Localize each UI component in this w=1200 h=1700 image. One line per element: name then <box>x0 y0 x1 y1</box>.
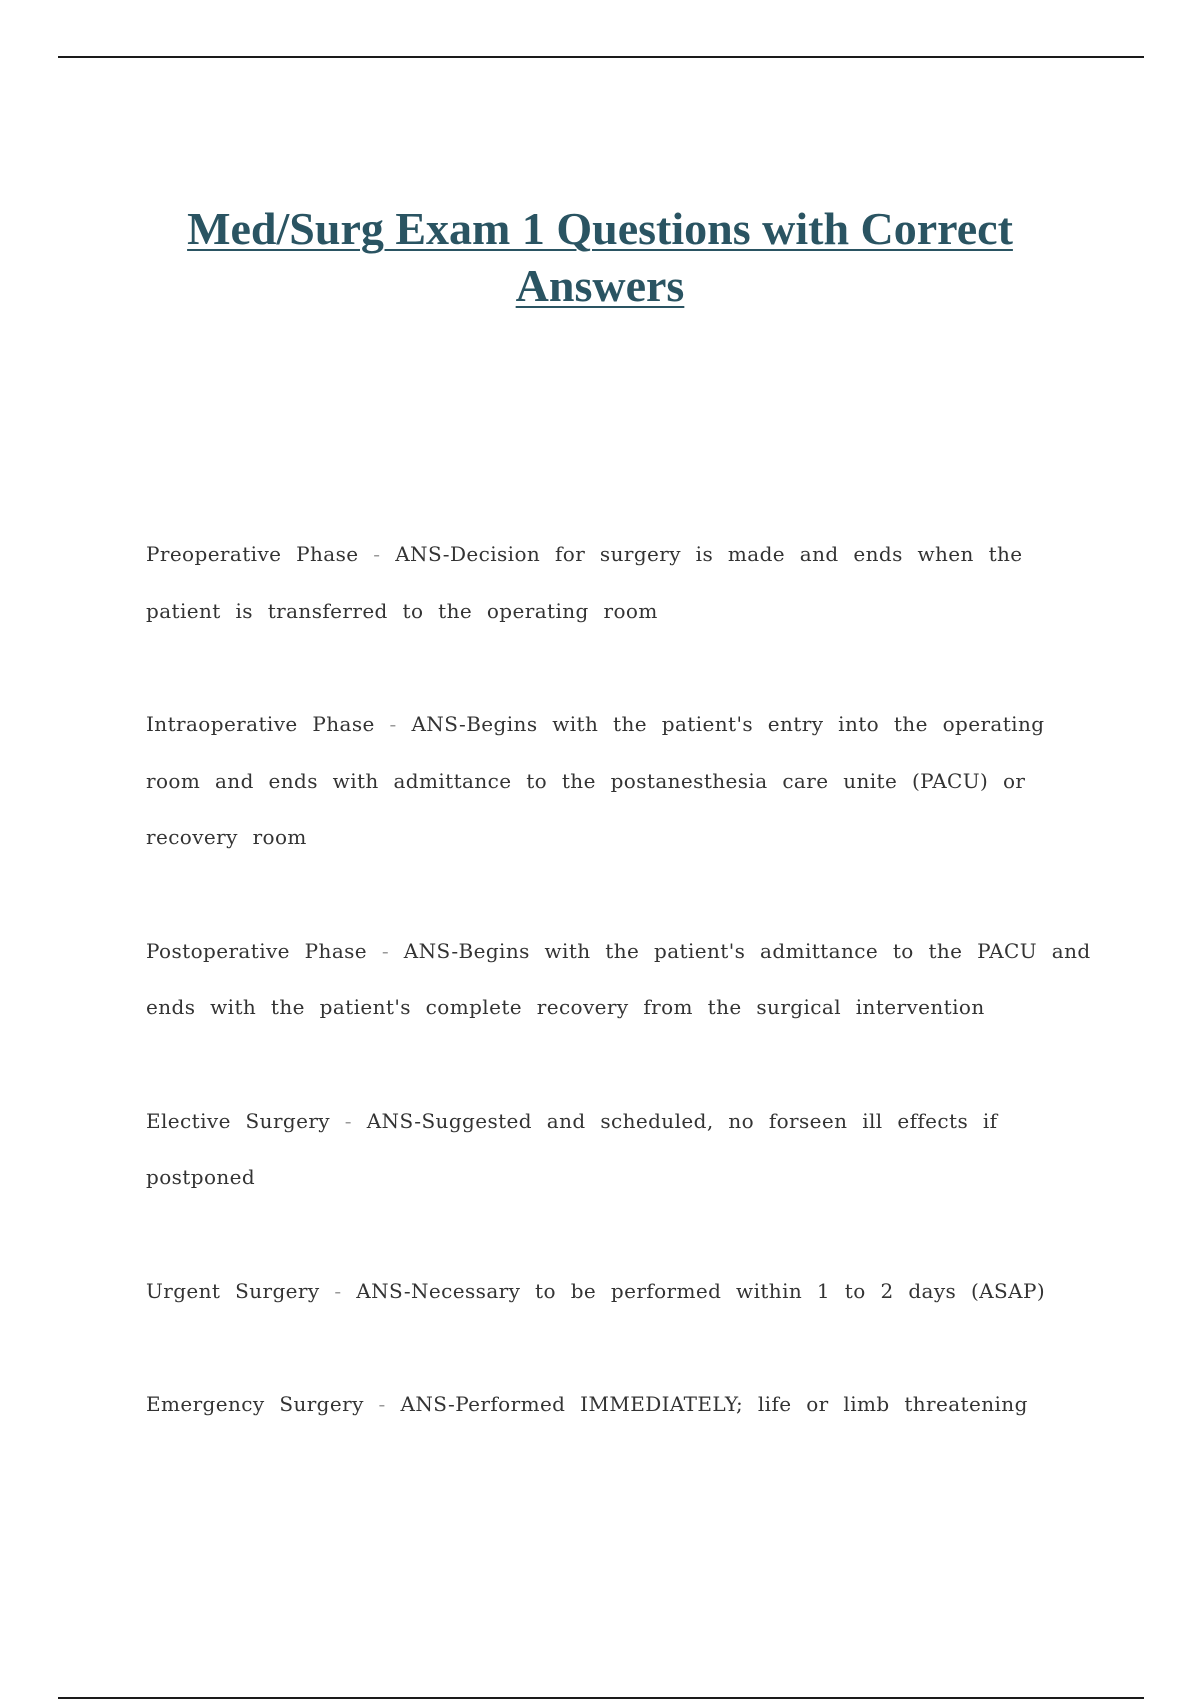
qa-term: Intraoperative Phase <box>146 712 375 736</box>
qa-separator: - <box>389 712 397 736</box>
qa-item-postoperative-phase <box>146 923 1091 1036</box>
qa-separator: - <box>334 1278 342 1303</box>
top-rule <box>58 56 1144 58</box>
qa-item-emergency-surgery <box>146 1376 1091 1433</box>
qa-answer: ANS-Suggested and scheduled, no forseen ill effects if postponed <box>146 1108 998 1189</box>
qa-term: Emergency Surgery <box>146 1392 364 1416</box>
qa-list <box>146 526 1091 1490</box>
qa-item-urgent-surgery <box>146 1263 1091 1320</box>
qa-term: Preoperative Phase <box>146 542 359 566</box>
bottom-rule <box>58 1697 1144 1699</box>
document-title: Med/Surg Exam 1 Questions with Correct Answers <box>187 203 1013 311</box>
qa-answer: ANS-Begins with the patient's admittance to the PACU and ends with the patient's complete recovery from the surgical intervention <box>146 938 1091 1019</box>
qa-answer: ANS-Performed IMMEDIATELY; life or limb threatening <box>400 1392 1028 1416</box>
qa-item-preoperative-phase <box>146 526 1091 639</box>
qa-separator: - <box>378 1392 386 1416</box>
qa-item-intraoperative-phase <box>146 696 1091 866</box>
qa-term: Elective Surgery <box>146 1108 330 1133</box>
qa-term: Urgent Surgery <box>146 1278 320 1303</box>
qa-answer: ANS-Necessary to be performed within 1 to 2 days (ASAP) <box>356 1278 1046 1303</box>
qa-item-elective-surgery <box>146 1093 1091 1206</box>
qa-answer: ANS-Decision for surgery is made and ends when the patient is transferred to the operating room <box>146 542 1023 623</box>
qa-separator: - <box>344 1108 352 1133</box>
qa-term: Postoperative Phase <box>146 938 368 963</box>
qa-answer: ANS-Begins with the patient's entry into the operating room and ends with admittance to the postanesthesia care unite (PACU) or recovery room <box>146 712 1045 849</box>
qa-separator: - <box>381 938 389 963</box>
qa-separator: - <box>373 542 381 566</box>
